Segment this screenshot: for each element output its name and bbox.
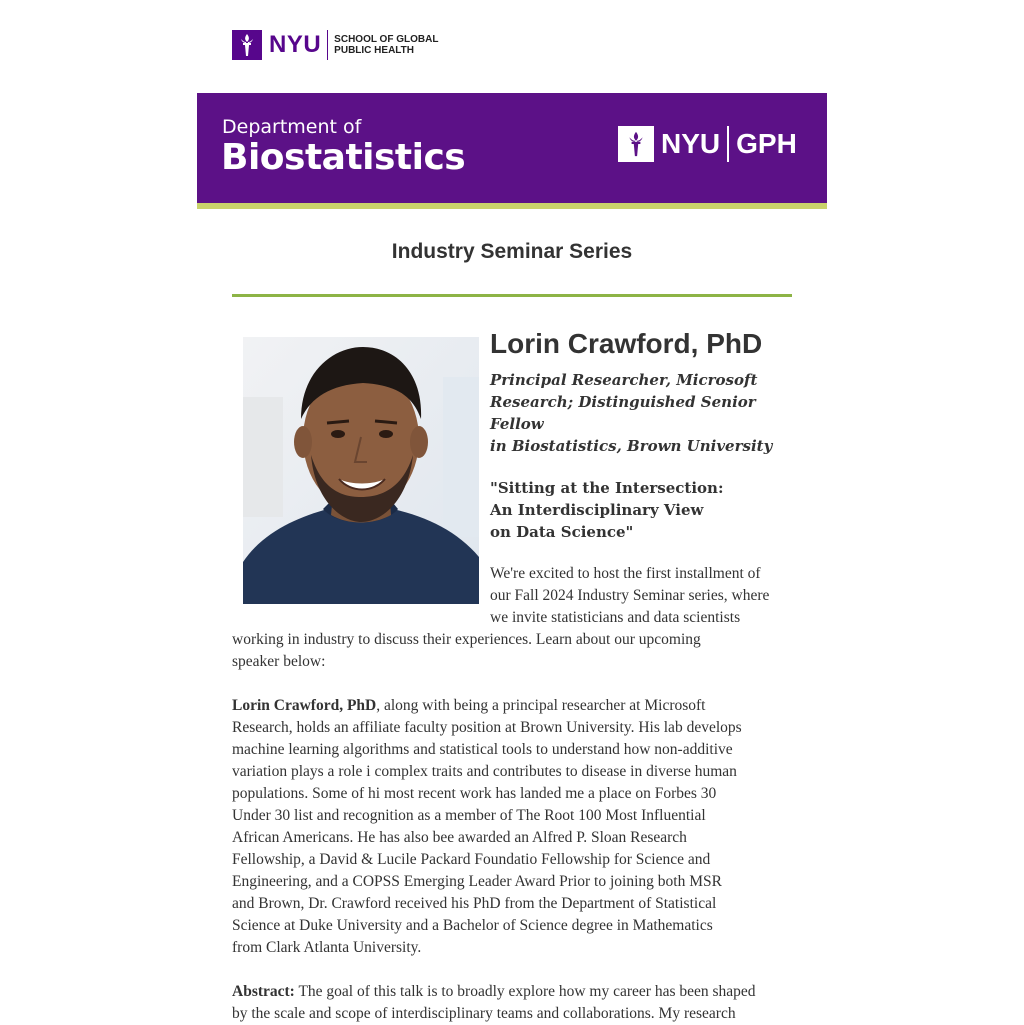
banner-dept-prefix: Department of (222, 116, 362, 138)
bio-line: Research, holds an affiliate faculty position at Brown University. His lab develops (232, 719, 742, 736)
department-banner (197, 93, 827, 203)
bio-line: Under 30 list and recognition as a member of The Root 100 Most Influential (232, 807, 706, 824)
bio-lead-name: Lorin Crawford, PhD (232, 697, 377, 714)
speaker-name: Lorin Crawford, PhD (490, 328, 763, 359)
talk-title-line: An Interdisciplinary View (490, 501, 704, 519)
intro-line: we invite statisticians and data scientists (490, 609, 741, 626)
series-title: Industry Seminar Series (391, 240, 633, 263)
speaker-affiliation (490, 369, 795, 457)
nyu-gph-logo[interactable] (618, 126, 797, 162)
abstract-line (232, 981, 797, 1003)
intro-line: We're excited to host the first installment of (490, 565, 761, 582)
bio-line: from Clark Atlanta University. (232, 939, 422, 956)
bio-line (232, 695, 792, 717)
speaker-bio (232, 695, 792, 959)
abstract-line: by the scale and scope of interdisciplinary teams and collaborations. My research (232, 1005, 736, 1022)
torch-icon (618, 126, 654, 162)
abstract-label: Abstract: (232, 983, 295, 1000)
talk-title-line: on Data Science" (490, 523, 634, 541)
abstract (232, 981, 797, 1025)
bio-line: populations. Some of hi most recent work has landed me a place on Forbes 30 (232, 785, 717, 802)
bio-line: variation plays a role i complex traits and contributes to disease in diverse human (232, 763, 737, 780)
banner-logo-divider (727, 126, 729, 162)
intro-paragraph-full (232, 629, 792, 673)
talk-title-line: "Sitting at the Intersection: (490, 479, 724, 497)
bio-line: Fellowship, a David & Lucile Packard Foundatio Fellowship for Science and (232, 851, 711, 868)
abstract-first-line: The goal of this talk is to broadly explore how my career has been shaped (294, 983, 756, 1000)
logo-divider (327, 30, 328, 60)
intro-line: our Fall 2024 Industry Seminar series, where (490, 587, 770, 604)
intro-paragraph-right (490, 563, 795, 629)
logo-school-name (334, 34, 438, 56)
logo-school-line: SCHOOL OF GLOBAL (334, 34, 439, 45)
affiliation-line: Principal Researcher, Microsoft (490, 371, 758, 389)
affiliation-line: Research; Distinguished Senior Fellow (490, 393, 756, 433)
affiliation-line: in Biostatistics, Brown University (490, 437, 773, 455)
section-divider (232, 294, 792, 297)
torch-icon (232, 30, 262, 60)
logo-school-line: PUBLIC HEALTH (334, 45, 414, 56)
bio-line: Engineering, and a COPSS Emerging Leader Award Prior to joining both MSR (232, 873, 722, 890)
banner-accent-stripe (197, 203, 827, 209)
bio-line: machine learning algorithms and statistical tools to understand how non-additive (232, 741, 733, 758)
speaker-photo (243, 337, 479, 604)
intro-line: speaker below: (232, 653, 326, 670)
talk-title (490, 477, 790, 543)
banner-logo-nyu: NYU (661, 128, 721, 159)
bio-line: and Brown, Dr. Crawford received his PhD from the Department of Statistical (232, 895, 717, 912)
bio-lead-rest: , along with being a principal researcher at Microsoft (376, 697, 706, 714)
nyu-school-logo[interactable] (232, 29, 438, 61)
banner-logo-gph: GPH (736, 128, 797, 159)
bio-line: African Americans. He has also bee awarded an Alfred P. Sloan Research (232, 829, 687, 846)
bio-line: Science at Duke University and a Bachelor of Science degree in Mathematics (232, 917, 713, 934)
banner-dept-name: Biostatistics (221, 137, 466, 178)
logo-nyu-text: NYU (269, 31, 322, 58)
intro-line: working in industry to discuss their experiences. Learn about our upcoming (232, 631, 701, 648)
